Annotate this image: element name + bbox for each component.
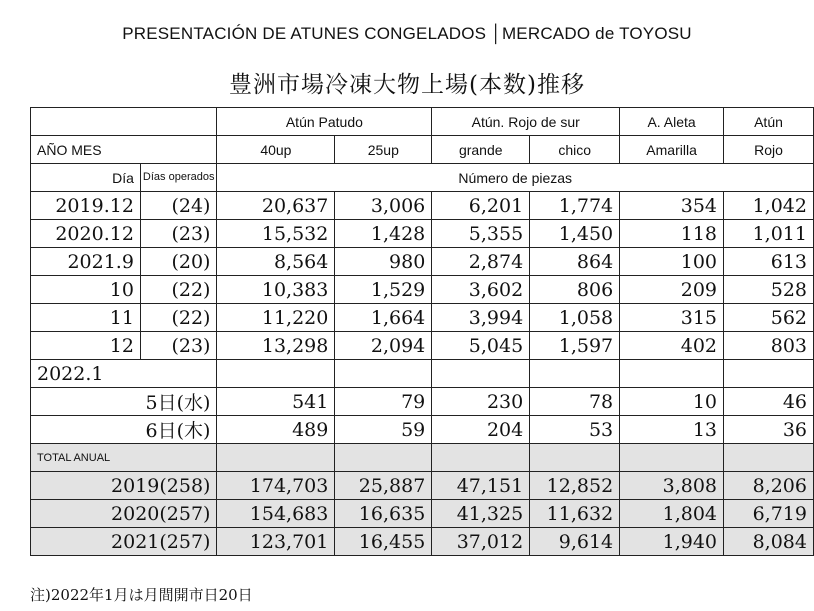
table-row xyxy=(31,220,814,248)
value-cell: 11,220 xyxy=(217,304,335,332)
value-cell: 3,006 xyxy=(335,192,432,220)
value-cell: 10,383 xyxy=(217,276,335,304)
value-cell: 154,683 xyxy=(217,500,335,528)
table-title: 豊洲市場冷凍大物上場(本数)推移 xyxy=(229,72,585,98)
table-row xyxy=(31,192,814,220)
value-cell: 209 xyxy=(620,276,724,304)
value-cell: 25,887 xyxy=(335,472,432,500)
table-row xyxy=(31,416,814,444)
header-atun: Atún xyxy=(724,108,814,136)
day-cell: 5日(水) xyxy=(31,388,217,416)
page-heading: PRESENTACIÓN DE ATUNES CONGELADOS │MERCADO de TOYOSU xyxy=(122,24,692,43)
value-cell: 9,614 xyxy=(530,528,620,556)
total-year-cell: 2019(258) xyxy=(31,472,217,500)
period-cell: 2021.9 xyxy=(31,248,141,276)
value-cell: 8,206 xyxy=(724,472,814,500)
value-cell: 13,298 xyxy=(217,332,335,360)
value-cell: 5,355 xyxy=(432,220,530,248)
header-25up: 25up xyxy=(335,136,432,164)
value-cell: 980 xyxy=(335,248,432,276)
value-cell: 10 xyxy=(620,388,724,416)
table-row xyxy=(31,304,814,332)
value-cell: 16,635 xyxy=(335,500,432,528)
value-cell: 806 xyxy=(530,276,620,304)
table-row-year xyxy=(31,360,814,388)
value-cell: 315 xyxy=(620,304,724,332)
value-cell: 37,012 xyxy=(432,528,530,556)
header-40up: 40up xyxy=(217,136,335,164)
value-cell: 2,094 xyxy=(335,332,432,360)
value-cell: 47,151 xyxy=(432,472,530,500)
value-cell: 15,532 xyxy=(217,220,335,248)
table-row xyxy=(31,332,814,360)
value-cell: 78 xyxy=(530,388,620,416)
header-rojo: Rojo xyxy=(724,136,814,164)
value-cell: 79 xyxy=(335,388,432,416)
period-cell: 11 xyxy=(31,304,141,332)
days-cell: (22) xyxy=(140,276,217,304)
value-cell: 3,994 xyxy=(432,304,530,332)
value-cell: 230 xyxy=(432,388,530,416)
value-cell: 12,852 xyxy=(530,472,620,500)
days-cell: (23) xyxy=(140,220,217,248)
value-cell: 123,701 xyxy=(217,528,335,556)
value-cell: 5,045 xyxy=(432,332,530,360)
period-cell: 2020.12 xyxy=(31,220,141,248)
period-cell: 2019.12 xyxy=(31,192,141,220)
value-cell: 8,564 xyxy=(217,248,335,276)
value-cell: 11,632 xyxy=(530,500,620,528)
value-cell: 528 xyxy=(724,276,814,304)
period-cell: 10 xyxy=(31,276,141,304)
table-row xyxy=(31,388,814,416)
year-label: 2022.1 xyxy=(31,360,217,388)
value-cell: 1,450 xyxy=(530,220,620,248)
header-unit: Número de piezas xyxy=(217,164,814,192)
value-cell: 6,201 xyxy=(432,192,530,220)
value-cell: 1,940 xyxy=(620,528,724,556)
value-cell: 36 xyxy=(724,416,814,444)
value-cell: 541 xyxy=(217,388,335,416)
value-cell: 1,058 xyxy=(530,304,620,332)
header-rojo-sur: Atún. Rojo de sur xyxy=(432,108,620,136)
value-cell: 6,719 xyxy=(724,500,814,528)
days-cell: (20) xyxy=(140,248,217,276)
table-row-total xyxy=(31,528,814,556)
value-cell: 8,084 xyxy=(724,528,814,556)
value-cell: 562 xyxy=(724,304,814,332)
header-dias-operados: Días operados xyxy=(140,164,217,192)
value-cell: 864 xyxy=(530,248,620,276)
value-cell: 613 xyxy=(724,248,814,276)
value-cell: 489 xyxy=(217,416,335,444)
value-cell: 13 xyxy=(620,416,724,444)
value-cell: 1,042 xyxy=(724,192,814,220)
value-cell: 1,597 xyxy=(530,332,620,360)
footnote: 注)2022年1月は月間開市日20日 xyxy=(30,586,253,604)
header-row-sizes xyxy=(31,136,814,164)
value-cell: 1,011 xyxy=(724,220,814,248)
tuna-landings-table xyxy=(30,107,814,556)
total-label: TOTAL ANUAL xyxy=(31,444,217,472)
value-cell: 1,428 xyxy=(335,220,432,248)
value-cell: 1,664 xyxy=(335,304,432,332)
header-ano-mes: AÑO MES xyxy=(31,136,217,164)
days-cell: (22) xyxy=(140,304,217,332)
value-cell: 53 xyxy=(530,416,620,444)
value-cell: 402 xyxy=(620,332,724,360)
value-cell: 354 xyxy=(620,192,724,220)
header-row-units xyxy=(31,164,814,192)
value-cell: 1,804 xyxy=(620,500,724,528)
value-cell: 3,808 xyxy=(620,472,724,500)
days-cell: (24) xyxy=(140,192,217,220)
value-cell: 803 xyxy=(724,332,814,360)
value-cell: 59 xyxy=(335,416,432,444)
value-cell: 118 xyxy=(620,220,724,248)
value-cell: 2,874 xyxy=(432,248,530,276)
period-cell: 12 xyxy=(31,332,141,360)
header-row-species xyxy=(31,108,814,136)
header-grande: grande xyxy=(432,136,530,164)
table-row xyxy=(31,248,814,276)
value-cell: 204 xyxy=(432,416,530,444)
days-cell: (23) xyxy=(140,332,217,360)
value-cell: 1,529 xyxy=(335,276,432,304)
total-year-cell: 2020(257) xyxy=(31,500,217,528)
table-row xyxy=(31,276,814,304)
value-cell: 174,703 xyxy=(217,472,335,500)
value-cell: 3,602 xyxy=(432,276,530,304)
table-row-total xyxy=(31,500,814,528)
total-year-cell: 2021(257) xyxy=(31,528,217,556)
value-cell: 100 xyxy=(620,248,724,276)
value-cell: 20,637 xyxy=(217,192,335,220)
table-row-total xyxy=(31,472,814,500)
value-cell: 16,455 xyxy=(335,528,432,556)
header-amarilla: Amarilla xyxy=(620,136,724,164)
header-aleta: A. Aleta xyxy=(620,108,724,136)
header-patudo: Atún Patudo xyxy=(217,108,432,136)
day-cell: 6日(木) xyxy=(31,416,217,444)
header-chico: chico xyxy=(530,136,620,164)
value-cell: 41,325 xyxy=(432,500,530,528)
table-row-total-label xyxy=(31,444,814,472)
value-cell: 46 xyxy=(724,388,814,416)
header-dia: Día xyxy=(31,164,141,192)
value-cell: 1,774 xyxy=(530,192,620,220)
